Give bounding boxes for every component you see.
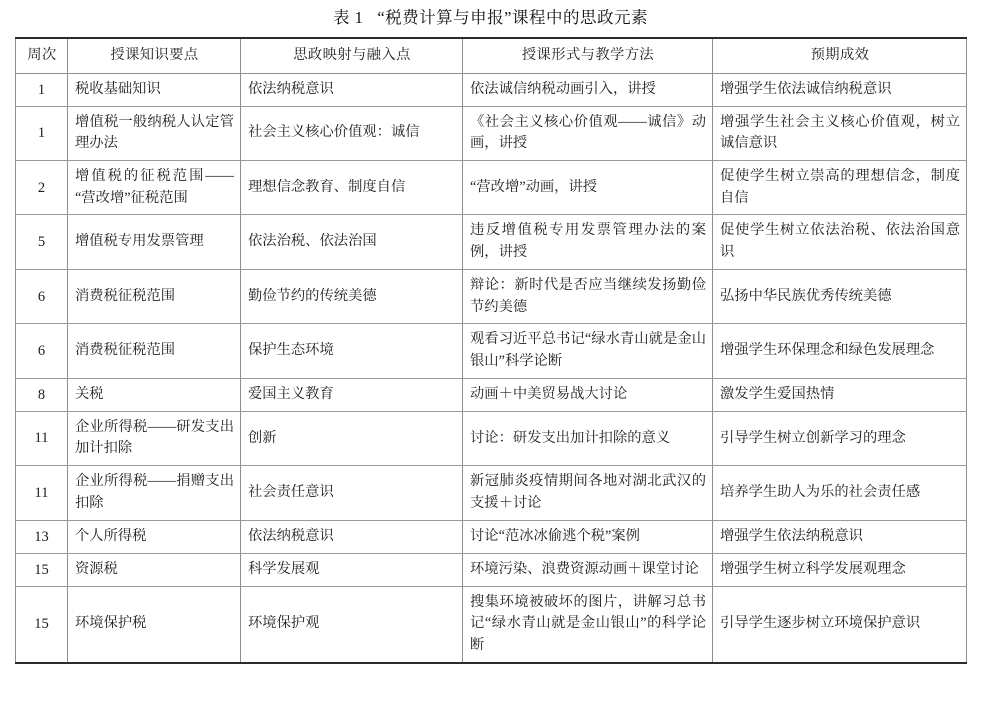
table-row bbox=[16, 378, 967, 411]
cell-method: 动画＋中美贸易战大讨论 bbox=[463, 378, 713, 411]
cell-week: 11 bbox=[16, 466, 68, 520]
cell-knowledge: 关税 bbox=[68, 378, 241, 411]
cell-mapping: 勤俭节约的传统美德 bbox=[241, 269, 463, 323]
cell-week: 11 bbox=[16, 411, 68, 465]
table-caption-title: “税费计算与申报”课程中的思政元素 bbox=[377, 8, 649, 27]
cell-mapping: 保护生态环境 bbox=[241, 324, 463, 378]
cell-knowledge: 消费税征税范围 bbox=[68, 269, 241, 323]
cell-knowledge: 企业所得税——捐赠支出扣除 bbox=[68, 466, 241, 520]
cell-mapping: 依法治税、依法治国 bbox=[241, 215, 463, 269]
table-row bbox=[16, 215, 967, 269]
cell-effect: 引导学生树立创新学习的理念 bbox=[713, 411, 967, 465]
cell-week: 8 bbox=[16, 378, 68, 411]
cell-week: 15 bbox=[16, 586, 68, 663]
table-row bbox=[16, 324, 967, 378]
table-row bbox=[16, 106, 967, 160]
cell-effect: 增强学生依法纳税意识 bbox=[713, 520, 967, 553]
cell-mapping: 社会主义核心价值观：诚信 bbox=[241, 106, 463, 160]
table-container bbox=[0, 37, 981, 664]
cell-week: 1 bbox=[16, 106, 68, 160]
table-row bbox=[16, 73, 967, 106]
table-header-row bbox=[16, 38, 967, 73]
cell-mapping: 环境保护观 bbox=[241, 586, 463, 663]
cell-effect: 培养学生助人为乐的社会责任感 bbox=[713, 466, 967, 520]
cell-mapping: 社会责任意识 bbox=[241, 466, 463, 520]
cell-effect: 引导学生逐步树立环境保护意识 bbox=[713, 586, 967, 663]
cell-week: 15 bbox=[16, 553, 68, 586]
cell-week: 13 bbox=[16, 520, 68, 553]
cell-effect: 促使学生树立依法治税、依法治国意识 bbox=[713, 215, 967, 269]
column-header-mapping: 思政映射与融入点 bbox=[241, 38, 463, 73]
cell-mapping: 理想信念教育、制度自信 bbox=[241, 160, 463, 214]
cell-method: 环境污染、浪费资源动画＋课堂讨论 bbox=[463, 553, 713, 586]
cell-effect: 增强学生树立科学发展观理念 bbox=[713, 553, 967, 586]
table-caption bbox=[0, 0, 981, 37]
table-row bbox=[16, 553, 967, 586]
column-header-knowledge: 授课知识要点 bbox=[68, 38, 241, 73]
table-row bbox=[16, 586, 967, 663]
cell-effect: 弘扬中华民族优秀传统美德 bbox=[713, 269, 967, 323]
cell-week: 5 bbox=[16, 215, 68, 269]
cell-method: 依法诚信纳税动画引入，讲授 bbox=[463, 73, 713, 106]
cell-method: 讨论“范冰冰偷逃个税”案例 bbox=[463, 520, 713, 553]
cell-effect: 激发学生爱国热情 bbox=[713, 378, 967, 411]
cell-mapping: 依法纳税意识 bbox=[241, 520, 463, 553]
table-row bbox=[16, 411, 967, 465]
cell-mapping: 创新 bbox=[241, 411, 463, 465]
cell-knowledge: 增值税一般纳税人认定管理办法 bbox=[68, 106, 241, 160]
cell-knowledge: 企业所得税——研发支出加计扣除 bbox=[68, 411, 241, 465]
cell-method: 辩论：新时代是否应当继续发扬勤俭节约美德 bbox=[463, 269, 713, 323]
table-body bbox=[16, 73, 967, 663]
cell-week: 6 bbox=[16, 269, 68, 323]
cell-knowledge: 消费税征税范围 bbox=[68, 324, 241, 378]
cell-method: 《社会主义核心价值观——诚信》动画，讲授 bbox=[463, 106, 713, 160]
cell-effect: 促使学生树立崇高的理想信念，制度自信 bbox=[713, 160, 967, 214]
cell-knowledge: 环境保护税 bbox=[68, 586, 241, 663]
cell-method: 搜集环境被破坏的图片，讲解习总书记“绿水青山就是金山银山”的科学论断 bbox=[463, 586, 713, 663]
cell-knowledge: 税收基础知识 bbox=[68, 73, 241, 106]
table-row bbox=[16, 466, 967, 520]
cell-method: 违反增值税专用发票管理办法的案例，讲授 bbox=[463, 215, 713, 269]
cell-effect: 增强学生依法诚信纳税意识 bbox=[713, 73, 967, 106]
cell-week: 6 bbox=[16, 324, 68, 378]
column-header-method: 授课形式与教学方法 bbox=[463, 38, 713, 73]
cell-effect: 增强学生环保理念和绿色发展理念 bbox=[713, 324, 967, 378]
column-header-week: 周次 bbox=[16, 38, 68, 73]
cell-knowledge: 增值税的征税范围——“营改增”征税范围 bbox=[68, 160, 241, 214]
cell-knowledge: 个人所得税 bbox=[68, 520, 241, 553]
cell-mapping: 依法纳税意识 bbox=[241, 73, 463, 106]
cell-week: 2 bbox=[16, 160, 68, 214]
cell-method: 讨论：研发支出加计扣除的意义 bbox=[463, 411, 713, 465]
table-header bbox=[16, 38, 967, 73]
table-row bbox=[16, 269, 967, 323]
cell-knowledge: 增值税专用发票管理 bbox=[68, 215, 241, 269]
cell-week: 1 bbox=[16, 73, 68, 106]
cell-effect: 增强学生社会主义核心价值观，树立诚信意识 bbox=[713, 106, 967, 160]
column-header-effect: 预期成效 bbox=[713, 38, 967, 73]
sizheng-elements-table bbox=[15, 37, 967, 664]
cell-method: 观看习近平总书记“绿水青山就是金山银山”科学论断 bbox=[463, 324, 713, 378]
cell-knowledge: 资源税 bbox=[68, 553, 241, 586]
table-row bbox=[16, 160, 967, 214]
table-row bbox=[16, 520, 967, 553]
cell-method: 新冠肺炎疫情期间各地对湖北武汉的支援＋讨论 bbox=[463, 466, 713, 520]
cell-mapping: 爱国主义教育 bbox=[241, 378, 463, 411]
table-caption-label: 表 1 bbox=[332, 8, 364, 27]
cell-method: “营改增”动画，讲授 bbox=[463, 160, 713, 214]
cell-mapping: 科学发展观 bbox=[241, 553, 463, 586]
